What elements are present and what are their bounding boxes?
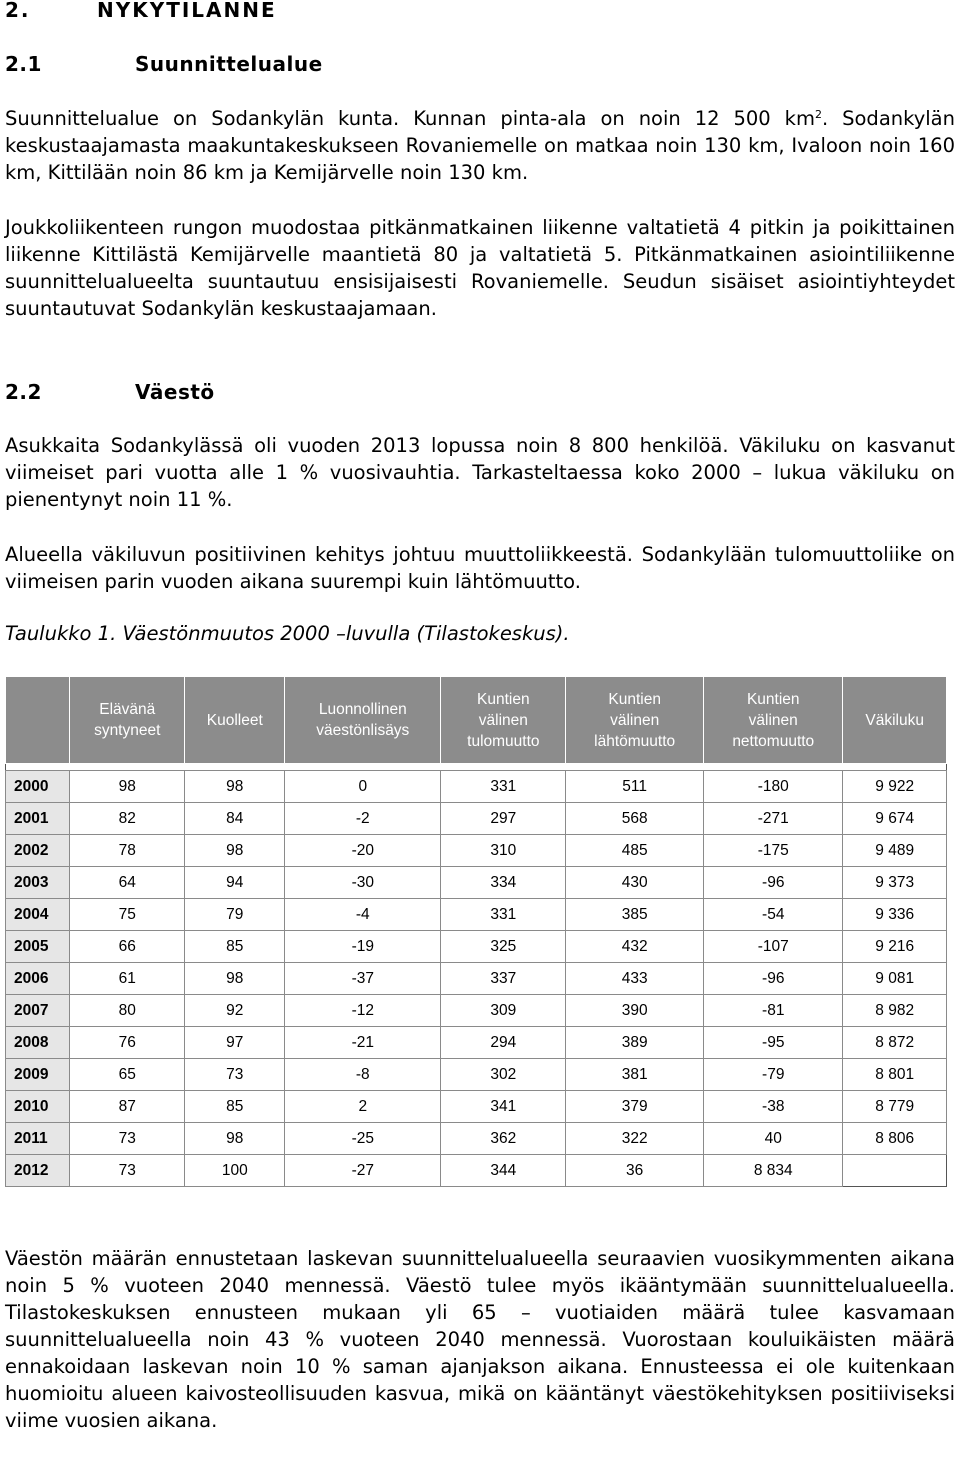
table-header-text: välinen xyxy=(478,711,528,729)
table-cell: -30 xyxy=(285,867,441,899)
table-cell: -4 xyxy=(285,899,441,931)
table-cell: 433 xyxy=(566,963,704,995)
table-header-text: Kuntien xyxy=(477,690,530,708)
table-cell: -38 xyxy=(704,1091,843,1123)
table-cell: 297 xyxy=(441,803,566,835)
table-cell: -81 xyxy=(704,995,843,1027)
table-cell: 36 xyxy=(566,1155,704,1187)
table-row xyxy=(6,1155,947,1187)
table-header-text: väestönlisäys xyxy=(316,722,410,739)
table-cell: -37 xyxy=(285,963,441,995)
table-row-year: 2011 xyxy=(6,1123,70,1155)
table-cell: 76 xyxy=(70,1027,185,1059)
table-cell: 98 xyxy=(185,1123,285,1155)
table-cell: -180 xyxy=(704,771,843,803)
table-cell: 66 xyxy=(70,931,185,963)
table-row-year: 2007 xyxy=(6,995,70,1027)
table-cell: -19 xyxy=(285,931,441,963)
table-header-cell xyxy=(843,677,947,764)
table-cell: 8 779 xyxy=(843,1091,947,1123)
table-cell: 85 xyxy=(185,1091,285,1123)
table-cell: 40 xyxy=(704,1123,843,1155)
table-row xyxy=(6,931,947,963)
table-cell: 294 xyxy=(441,1027,566,1059)
table-cell: 79 xyxy=(185,899,285,931)
table-header-text: syntyneet xyxy=(94,722,161,739)
table-cell: -96 xyxy=(704,963,843,995)
table-cell: 344 xyxy=(441,1155,566,1187)
table-cell: 98 xyxy=(185,963,285,995)
paragraph-text: Suunnittelualue on Sodankylän kunta. Kunnan pinta-ala on noin 12 500 km xyxy=(5,107,815,130)
table-header-text: välinen xyxy=(610,711,660,729)
table-header-cell xyxy=(185,677,285,764)
table-header-text: Kuntien xyxy=(608,690,661,708)
table-row xyxy=(6,1059,947,1091)
table-cell: 73 xyxy=(185,1059,285,1091)
table-row xyxy=(6,1027,947,1059)
table-cell: 64 xyxy=(70,867,185,899)
table-cell: 8 982 xyxy=(843,995,947,1027)
table-cell: 334 xyxy=(441,867,566,899)
table-cell: 9 081 xyxy=(843,963,947,995)
table-cell: 84 xyxy=(185,803,285,835)
table-cell: 8 801 xyxy=(843,1059,947,1091)
table-cell: 80 xyxy=(70,995,185,1027)
table-header-cell xyxy=(70,677,185,764)
table-cell: -54 xyxy=(704,899,843,931)
table-cell: 385 xyxy=(566,899,704,931)
table-row-year: 2005 xyxy=(6,931,70,963)
table-cell: 430 xyxy=(566,867,704,899)
table-row xyxy=(6,963,947,995)
table-header-cell xyxy=(566,677,704,764)
table-row-year: 2001 xyxy=(6,803,70,835)
table-header-text: välinen xyxy=(748,711,798,729)
table-row-year: 2009 xyxy=(6,1059,70,1091)
paragraph-text: . Sodankylän keskustaajamasta maakuntakeskukseen Rovaniemelle on matkaa noin 130 km, Ivaloon noin 160 km, Kittilään noin 86 km ja Kemijärvelle noin 130 km. xyxy=(5,107,955,184)
table-cell: 302 xyxy=(441,1059,566,1091)
table-cell: 100 xyxy=(185,1155,285,1187)
table-row-year: 2002 xyxy=(6,835,70,867)
table-cell: 9 489 xyxy=(843,835,947,867)
table-header-row xyxy=(6,677,947,764)
table-row-year: 2010 xyxy=(6,1091,70,1123)
table-row-year: 2003 xyxy=(6,867,70,899)
table-row xyxy=(6,867,947,899)
table-cell: -2 xyxy=(285,803,441,835)
table-row xyxy=(6,1091,947,1123)
table-header-cell xyxy=(704,677,843,764)
table-cell: 73 xyxy=(70,1123,185,1155)
chapter-heading xyxy=(5,0,277,22)
table-cell: 9 674 xyxy=(843,803,947,835)
table-cell: 87 xyxy=(70,1091,185,1123)
table-cell: 2 xyxy=(285,1091,441,1123)
table-row-year: 2008 xyxy=(6,1027,70,1059)
table-cell: 73 xyxy=(70,1155,185,1187)
table-cell: -96 xyxy=(704,867,843,899)
table-cell: 485 xyxy=(566,835,704,867)
superscript: 2 xyxy=(814,108,822,121)
table-cell: 65 xyxy=(70,1059,185,1091)
table-cell: 379 xyxy=(566,1091,704,1123)
table-cell: 331 xyxy=(441,771,566,803)
table-cell: 78 xyxy=(70,835,185,867)
table-cell: -79 xyxy=(704,1059,843,1091)
section-number: 2.1 xyxy=(5,52,42,76)
table-row-year: 2004 xyxy=(6,899,70,931)
table-cell: 8 834 xyxy=(704,1155,843,1187)
table-cell: 337 xyxy=(441,963,566,995)
table-header-text: Elävänä xyxy=(99,701,156,718)
table-header-text: lähtömuutto xyxy=(594,732,676,750)
chapter-title: NYKYTILANNE xyxy=(97,0,277,22)
table-header-cell xyxy=(285,677,441,764)
table-cell: 8 806 xyxy=(843,1123,947,1155)
section-heading-2-1 xyxy=(5,52,323,76)
table-header-text: nettomuutto xyxy=(732,732,815,750)
table-cell: 98 xyxy=(185,771,285,803)
table-row xyxy=(6,803,947,835)
section-title: Väestö xyxy=(135,380,215,404)
table-cell: 8 872 xyxy=(843,1027,947,1059)
table-cell: -107 xyxy=(704,931,843,963)
table-row xyxy=(6,771,947,803)
table-header-text: Väkiluku xyxy=(865,711,924,729)
table-cell: 94 xyxy=(185,867,285,899)
table-cell: 9 216 xyxy=(843,931,947,963)
table-cell: -175 xyxy=(704,835,843,867)
table-cell: -8 xyxy=(285,1059,441,1091)
table-cell: 9 336 xyxy=(843,899,947,931)
section-title: Suunnittelualue xyxy=(135,52,323,76)
table-cell: 85 xyxy=(185,931,285,963)
table-header-text: Kuolleet xyxy=(206,711,263,729)
table-cell: 92 xyxy=(185,995,285,1027)
section-number: 2.2 xyxy=(5,380,42,404)
table-cell: -25 xyxy=(285,1123,441,1155)
table-cell: 322 xyxy=(566,1123,704,1155)
table-cell: -95 xyxy=(704,1027,843,1059)
table-cell: 389 xyxy=(566,1027,704,1059)
table-cell: 310 xyxy=(441,835,566,867)
table-row xyxy=(6,899,947,931)
table-cell: 362 xyxy=(441,1123,566,1155)
paragraph-location xyxy=(5,105,955,186)
table-cell: 511 xyxy=(566,771,704,803)
table-cell: -21 xyxy=(285,1027,441,1059)
table-cell: 97 xyxy=(185,1027,285,1059)
table-row-year: 2000 xyxy=(6,771,70,803)
table-header-text: Kuntien xyxy=(746,690,800,708)
table-row-year: 2006 xyxy=(6,963,70,995)
section-heading-2-2 xyxy=(5,380,215,404)
table-cell: 75 xyxy=(70,899,185,931)
table-row xyxy=(6,995,947,1027)
table-row xyxy=(6,1123,947,1155)
table-cell: -20 xyxy=(285,835,441,867)
table-header-cell xyxy=(441,677,566,764)
table-cell: 390 xyxy=(566,995,704,1027)
table-header-text: tulomuutto xyxy=(467,732,540,750)
table-cell: 325 xyxy=(441,931,566,963)
table-cell: 341 xyxy=(441,1091,566,1123)
paragraph-population: Asukkaita Sodankylässä oli vuoden 2013 lopussa noin 8 800 henkilöä. Väkiluku on kasvanut viimeiset pari vuotta alle 1 % vuosivauhtia. Tarkasteltaessa koko 2000 – lukua väkiluku on pienentynyt noin 11 %. xyxy=(5,434,955,511)
table-cell: 381 xyxy=(566,1059,704,1091)
table-cell: -271 xyxy=(704,803,843,835)
population-table xyxy=(5,676,947,1187)
table-cell: 82 xyxy=(70,803,185,835)
paragraph-migration: Alueella väkiluvun positiivinen kehitys johtuu muuttoliikkeestä. Sodankylään tulomuuttoliike on viimeisen parin vuoden aikana suurempi kuin lähtömuutto. xyxy=(5,543,955,593)
table-cell: 9 373 xyxy=(843,867,947,899)
table-cell: 9 922 xyxy=(843,771,947,803)
table-cell: 331 xyxy=(441,899,566,931)
chapter-number: 2. xyxy=(5,0,31,22)
paragraph-forecast: Väestön määrän ennustetaan laskevan suunnittelualueella seuraavien vuosikymmenten aikana noin 5 % vuoteen 2040 mennessä. Väestö tulee myös ikääntymään suunnittelualueella. Tilastokeskuksen ennusteen mukaan yli 65 – vuotiaiden määrä tulee kasvamaan suunnittelualueella noin 43 % vuoteen 2040 mennessä. Vuorostaan kouluikäisten määrä ennakoidaan laskevan noin 10 % saman ajanjakson aikana. Ennusteessa ei ole kuitenkaan huomioitu alueen kaivosteollisuuden kasvua, mikä on kääntänyt väestökehityksen positiiviseksi viime vuosien aikana. xyxy=(5,1247,955,1432)
table-row xyxy=(6,835,947,867)
table-row-year: 2012 xyxy=(6,1155,70,1187)
table-cell: -12 xyxy=(285,995,441,1027)
table-cell: 568 xyxy=(566,803,704,835)
table-cell: 98 xyxy=(70,771,185,803)
table-cell: 98 xyxy=(185,835,285,867)
table-cell: 432 xyxy=(566,931,704,963)
table-cell: 61 xyxy=(70,963,185,995)
table-cell: -27 xyxy=(285,1155,441,1187)
table-cell: 309 xyxy=(441,995,566,1027)
table-header-corner xyxy=(6,677,70,764)
table-cell: 0 xyxy=(285,771,441,803)
paragraph-transport: Joukkoliikenteen rungon muodostaa pitkänmatkainen liikenne valtatietä 4 pitkin ja poikittainen liikenne Kittilästä Kemijärvelle maantietä 80 ja valtatietä 5. Pitkänmatkainen asiointiliikenne suunnittelualueelta suuntautuu ensisijaisesti Rovaniemelle. Seudun sisäiset asiointiyhteydet suuntautuvat Sodankylän keskustaajamaan. xyxy=(5,216,955,320)
table-caption: Taulukko 1. Väestönmuutos 2000 –luvulla (Tilastokeskus). xyxy=(5,622,570,645)
table-header-text: Luonnollinen xyxy=(318,701,407,718)
